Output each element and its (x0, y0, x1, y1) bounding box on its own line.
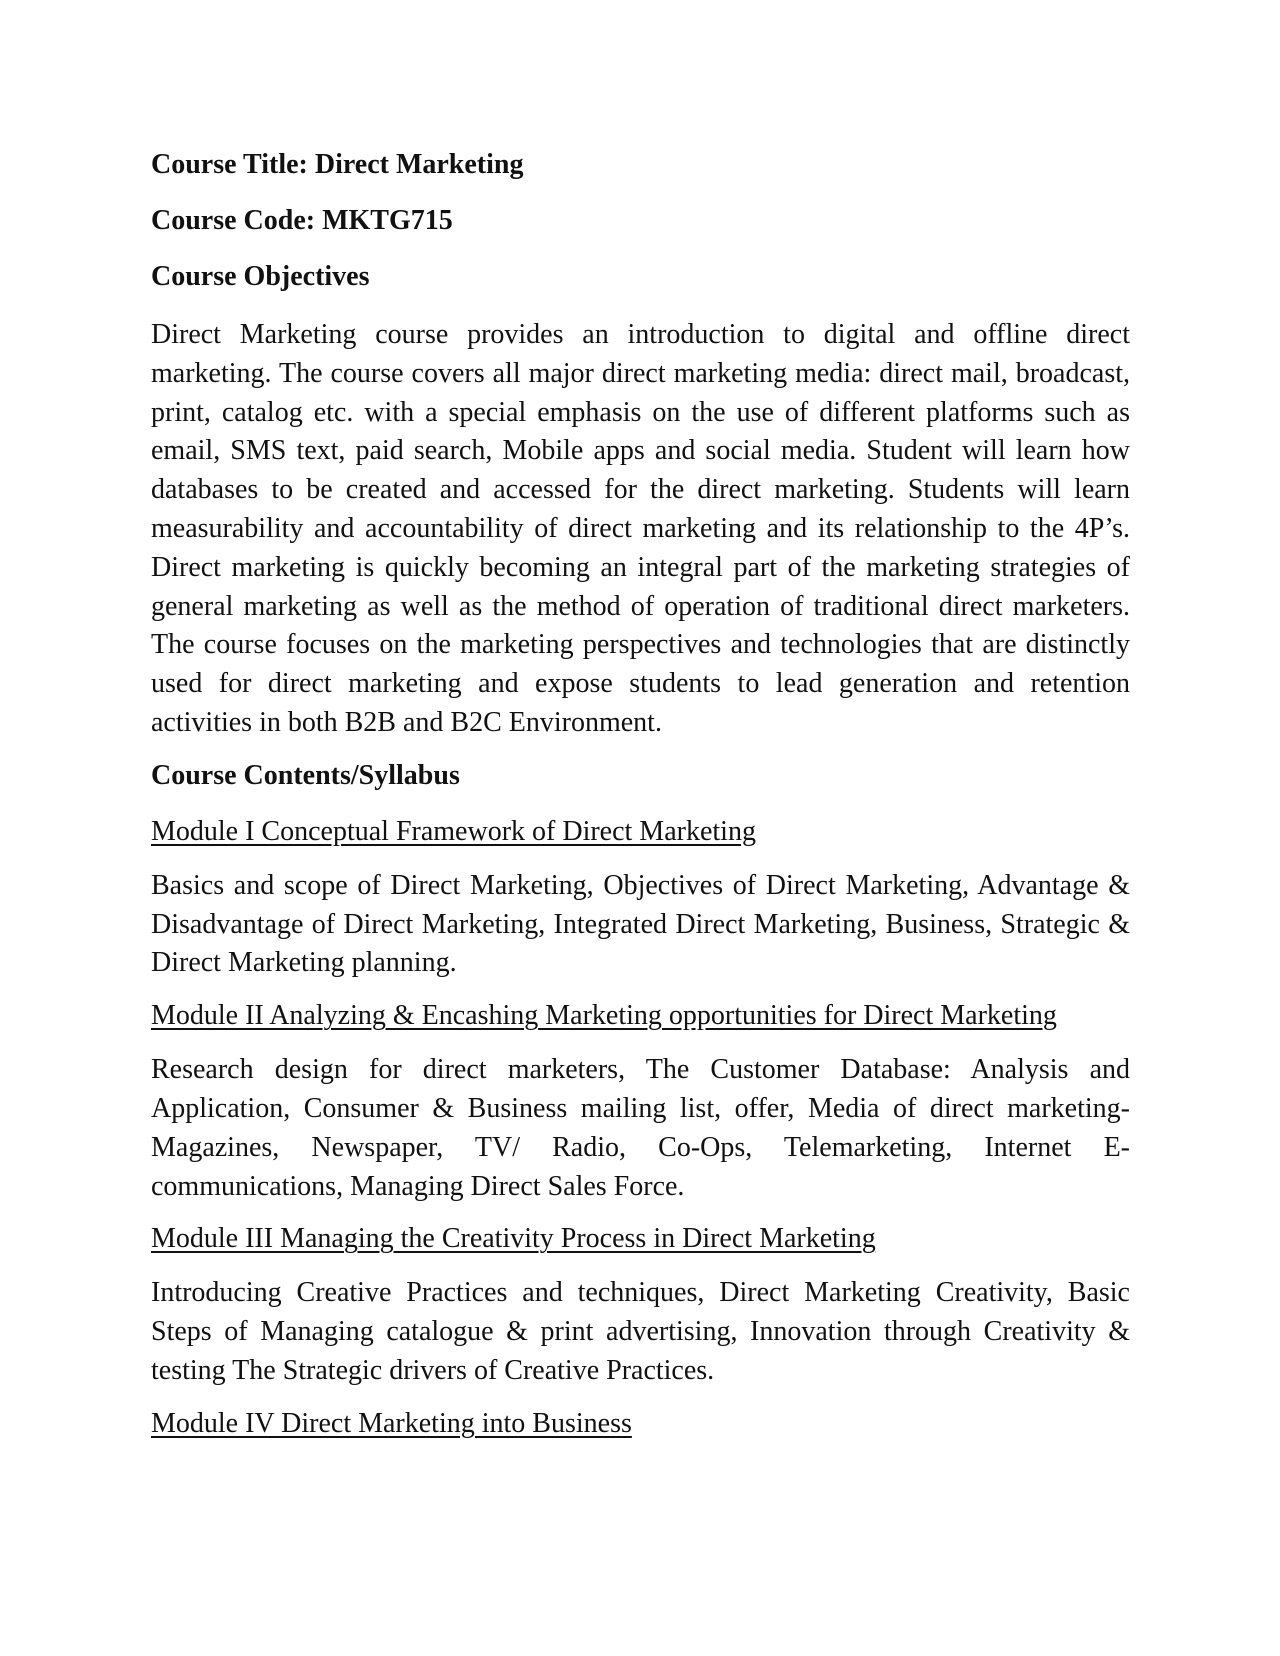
module-2-title: Module II Analyzing & Encashing Marketing opportunities for Direct Marketing (151, 1000, 1057, 1032)
module-1-text: Basics and scope of Direct Marketing, Objectives of Direct Marketing, Advantage & Disadvantage of Direct Marketing, Integrated Direct Marketing, Business, Strategic & Direct Marketing planning. (151, 869, 1130, 979)
module-4-title: Module IV Direct Marketing into Business (151, 1407, 632, 1439)
module-1-title: Module I Conceptual Framework of Direct Marketing (151, 815, 756, 847)
module-3-text: Introducing Creative Practices and techniques, Direct Marketing Creativity, Basic Steps of Managing catalogue & print advertising, Innovation through Creativity & testing The Strategic drivers of Creative Practices. (151, 1277, 1130, 1386)
course-title: Course Title: Direct Marketing (151, 149, 524, 180)
objectives-text: Direct Marketing course provides an introduction to digital and offline direct marketing. The course covers all major direct marketing media: direct mail, broadcast, print, catalog etc. with a special emphasis on the use of different platforms such as email, SMS text, paid search, Mobile apps and social media. Student will learn how databases to be created and accessed for the direct marketing. Students will learn measurability and accountability of direct marketing and its relationship to the 4P’s. Direct marketing is quickly becoming an integral part of the marketing strategies of general marketing as well as the method of operation of traditional direct marketers. The course focuses on the marketing perspectives and technologies that are distinctly used for direct marketing and expose students to lead generation and retention activities in both B2B and B2C Environment. (151, 319, 1130, 738)
document-page (151, 148, 1130, 1459)
syllabus-heading: Course Contents/Syllabus (151, 759, 460, 791)
course-code: Course Code: MKTG715 (151, 205, 453, 236)
module-3-title: Module III Managing the Creativity Process in Direct Marketing (151, 1223, 876, 1255)
module-2-text: Research design for direct marketers, The Customer Database: Analysis and Application, Consumer & Business mailing list, offer, Media of direct marketing-Magazines, Newspaper, TV/ Radio, Co-Ops, Telemarketing, Internet E-communications, Managing Direct Sales Force. (151, 1054, 1130, 1202)
objectives-heading: Course Objectives (151, 261, 370, 292)
